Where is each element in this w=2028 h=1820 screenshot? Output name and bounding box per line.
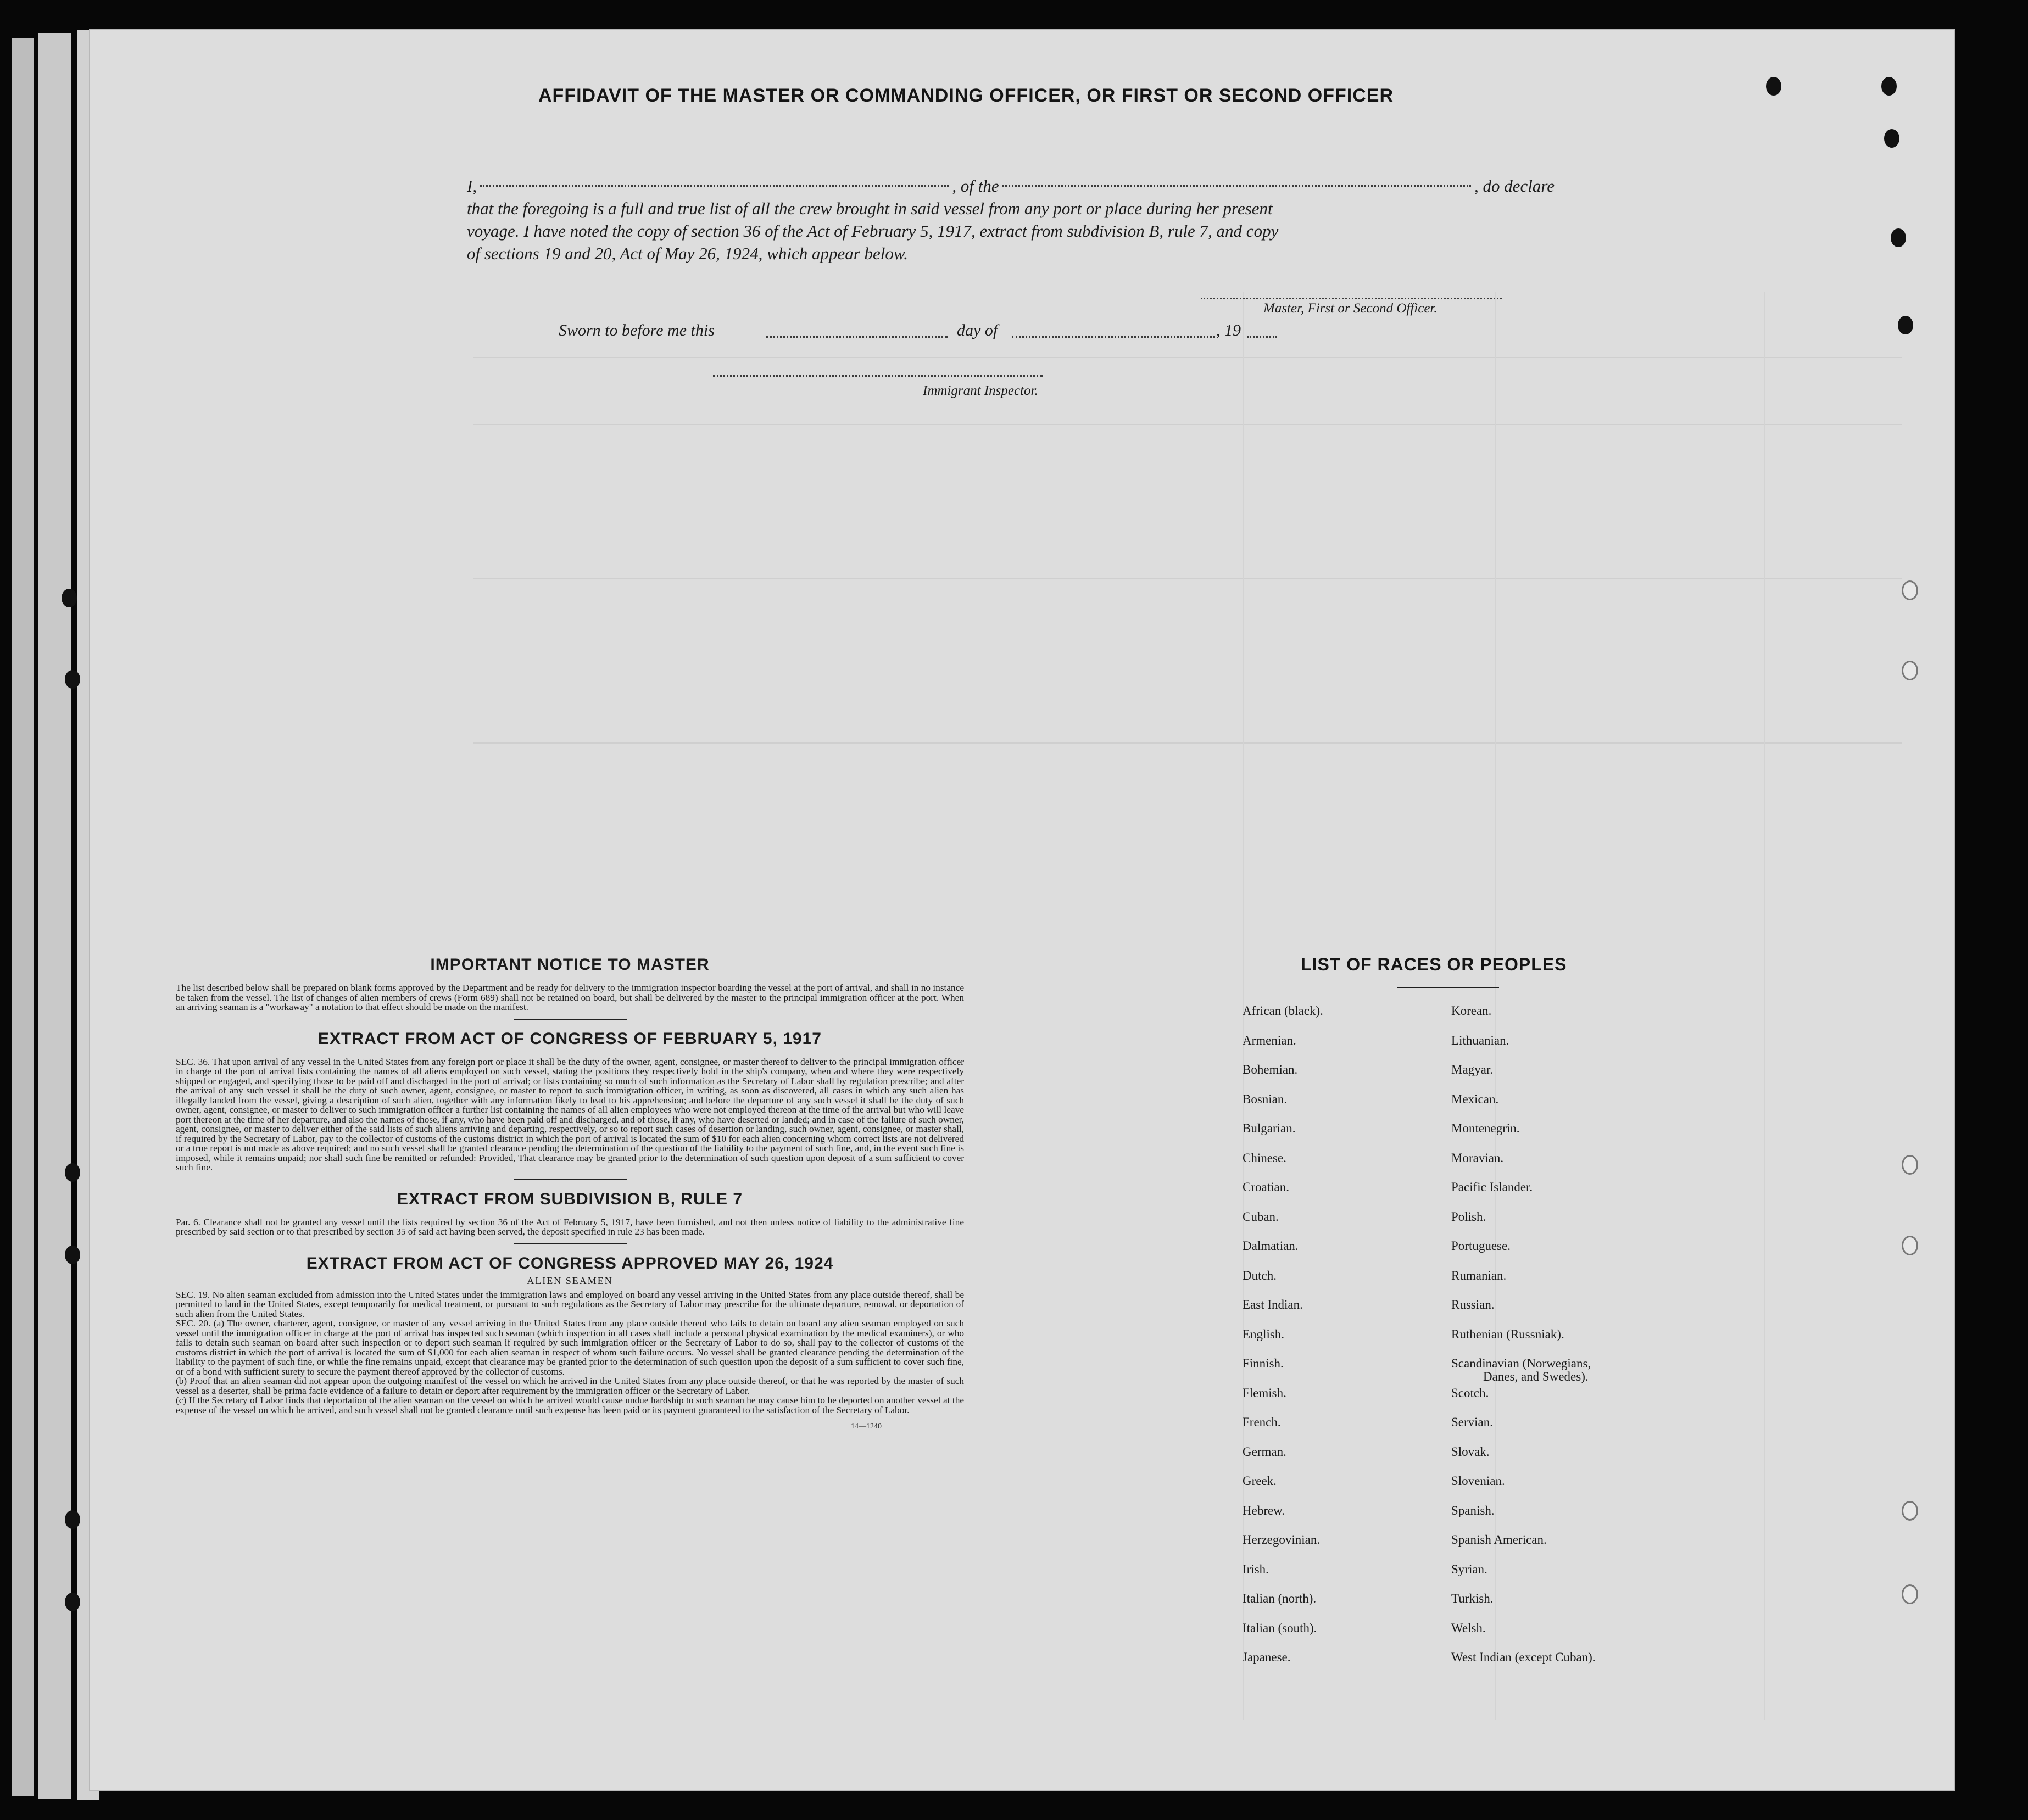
binder-hole	[1902, 1501, 1918, 1521]
binder-hole	[65, 1246, 80, 1264]
divider	[514, 1019, 627, 1020]
race-item: Finnish.	[1243, 1356, 1284, 1370]
master-signature-label: Master, First or Second Officer.	[1263, 301, 1438, 316]
race-item: Polish.	[1451, 1209, 1486, 1224]
binder-hole	[65, 670, 80, 689]
race-item: Herzegovinian.	[1243, 1533, 1321, 1547]
form-number: 14—1240	[851, 1422, 882, 1431]
affidavit-declaration-line	[467, 175, 1555, 197]
race-item: Chinese.	[1243, 1151, 1286, 1165]
extract-1924-title: EXTRACT FROM ACT OF CONGRESS APPROVED MAY 26, 1924	[306, 1254, 834, 1272]
binder-hole	[1898, 316, 1913, 334]
races-title: LIST OF RACES OR PEOPLES	[1301, 954, 1567, 974]
race-item: Russian.	[1451, 1298, 1495, 1311]
affidavit-of-the-label: , of the	[952, 176, 999, 196]
race-item: Slovenian.	[1451, 1474, 1505, 1488]
race-item: Magyar.	[1451, 1063, 1494, 1076]
affidavit-title: AFFIDAVIT OF THE MASTER OR COMMANDING OFFICER, OR FIRST OR SECOND OFFICER	[538, 85, 1394, 106]
race-item: Bulgarian.	[1243, 1121, 1296, 1135]
page-stack-edge	[12, 38, 34, 1796]
race-item: Danes, and Swedes).	[1483, 1370, 1589, 1383]
race-item: Lithuanian.	[1451, 1033, 1509, 1047]
binder-hole	[1902, 1155, 1918, 1175]
sworn-year-field[interactable]	[1247, 336, 1277, 338]
divider	[514, 1243, 627, 1244]
extract-rule7-text: Par. 6. Clearance shall not be granted any vessel until the lists required by section 36 of the Act of February 5, 1917, have been furnished, and not then unless notice of liability to the administrative fine prescribed by said section or to that prescribed by section 35 of said act having been served, the deposit specified in rule 23 has been made.	[176, 1216, 964, 1237]
binder-hole	[1902, 661, 1918, 680]
race-item: Portuguese.	[1451, 1239, 1511, 1253]
show-through-line	[473, 357, 1902, 358]
race-item: Rumanian.	[1451, 1268, 1507, 1282]
affidavit-body	[467, 175, 1555, 265]
divider	[1397, 987, 1499, 988]
manifest-sheet	[89, 29, 1955, 1791]
race-item: Scotch.	[1451, 1386, 1489, 1400]
page-stack-edge	[38, 33, 71, 1799]
divider	[514, 1179, 627, 1180]
race-item: Moravian.	[1451, 1151, 1504, 1165]
race-item: Croatian.	[1243, 1180, 1289, 1194]
alien-seamen-subtitle: ALIEN SEAMEN	[527, 1275, 613, 1286]
race-item: Flemish.	[1243, 1386, 1286, 1400]
notice-title: IMPORTANT NOTICE TO MASTER	[430, 956, 710, 974]
race-item: Japanese.	[1243, 1650, 1291, 1664]
race-item: Irish.	[1243, 1562, 1269, 1576]
race-item: Syrian.	[1451, 1562, 1487, 1576]
race-item: Italian (south).	[1243, 1621, 1317, 1635]
binder-hole	[65, 1163, 80, 1182]
extract-1917-title: EXTRACT FROM ACT OF CONGRESS OF FEBRUARY 5, 1917	[318, 1029, 822, 1048]
show-through-line	[1764, 292, 1765, 1720]
race-item: Mexican.	[1451, 1092, 1499, 1106]
vessel-name-field[interactable]	[1002, 185, 1471, 187]
affidavit-declare-label: , do declare	[1474, 176, 1555, 196]
affidavit-i-label: I,	[467, 176, 477, 196]
race-item: Dutch.	[1243, 1268, 1277, 1282]
affidavit-text-line: voyage. I have noted the copy of section 36 of the Act of February 5, 1917, extract from subdivision B, rule 7, and copy	[467, 221, 1279, 241]
race-item: Armenian.	[1243, 1033, 1296, 1047]
inspector-signature-label: Immigrant Inspector.	[923, 383, 1038, 398]
race-item: French.	[1243, 1415, 1281, 1429]
legal-notice-column	[176, 956, 964, 1431]
race-item: German.	[1243, 1444, 1286, 1459]
race-item: Cuban.	[1243, 1209, 1279, 1224]
sec20a-text: SEC. 20. (a) The owner, charterer, agent, consignee, or master of any vessel arriving in the United States from any place outside thereof who fails to detain on board any alien seaman employed on such vessel until the immigration officer in charge at the port of arrival has inspected such seaman (which inspection in all cases shall include a personal physical examination by the medical examiners), or who fails to detain such seaman on board after such inspection or to deport such seaman if required by such immigration officer or the Secretary of Labor to do so, shall pay to the collector of customs of the customs district in which the port of arrival is located the sum of $1,000 for each alien seaman in respect of whom such failure occurs. No vessel shall be granted clearance pending the determination of the liability to the payment of such fine, or while the fine remains unpaid, except that clearance may be granted prior to the determination of such question upon the deposit of a sum sufficient to cover such fine, or of a bond with sufficient surety to secure the payment thereof approved by the collector of customs.	[176, 1318, 964, 1377]
race-item: East Indian.	[1243, 1298, 1303, 1311]
sec20c-text: (c) If the Secretary of Labor finds that deportation of the alien seaman on the vessel on which he arrived would cause undue hardship to such seaman he may cause him to be deported on another vessel at the expense of the vessel on which he arrived, and such vessel shall not be granted clearance until such expense has been paid or its payment guaranteed to the satisfaction of the Secretary of Labor.	[176, 1395, 964, 1415]
show-through-line	[473, 578, 1902, 579]
race-item: Bosnian.	[1243, 1092, 1288, 1106]
sworn-day-of-label: day of	[957, 321, 998, 339]
binder-hole	[1902, 1236, 1918, 1255]
binder-hole	[1902, 580, 1918, 600]
sworn-label: Sworn to before me this	[559, 321, 715, 339]
sworn-year-label: , 19	[1216, 321, 1241, 339]
inspector-signature-field[interactable]	[713, 375, 1043, 377]
race-item: Turkish.	[1451, 1592, 1494, 1605]
race-item: Ruthenian (Russniak).	[1451, 1327, 1564, 1341]
affidavit-text-line: of sections 19 and 20, Act of May 26, 1924, which appear below.	[467, 244, 909, 263]
sworn-day-field[interactable]	[766, 336, 948, 338]
master-signature-field[interactable]	[1201, 298, 1502, 299]
race-item: Italian (north).	[1243, 1592, 1317, 1605]
race-item: Pacific Islander.	[1451, 1180, 1533, 1194]
race-item: Hebrew.	[1243, 1503, 1285, 1517]
race-item: Greek.	[1243, 1474, 1277, 1488]
race-item: African (black).	[1243, 1004, 1323, 1018]
race-item: West Indian (except Cuban).	[1451, 1650, 1596, 1664]
show-through-line	[1495, 292, 1496, 1720]
show-through-line	[473, 742, 1902, 744]
affidavit-text-line: that the foregoing is a full and true list of all the crew brought in said vessel from any port or place during her present	[467, 199, 1273, 218]
race-item: Slovak.	[1451, 1444, 1490, 1459]
binder-hole	[1891, 228, 1906, 247]
binder-hole	[1766, 77, 1781, 96]
race-item: Welsh.	[1451, 1621, 1486, 1635]
sworn-month-field[interactable]	[1012, 336, 1215, 338]
binder-hole	[62, 589, 77, 607]
race-item: Scandinavian (Norwegians,	[1451, 1356, 1591, 1370]
sec20b-text: (b) Proof that an alien seaman did not appear upon the outgoing manifest of the vessel on which he arrived in the United States from any place outside thereof, or that he was reported by the master of such vessel as a deserter, shall be prima facie evidence of a failure to detain or deport after requirement by the immigration officer or the Secretary of Labor.	[176, 1376, 964, 1396]
show-through-line	[473, 424, 1902, 425]
binder-hole	[1884, 129, 1899, 148]
binder-hole	[65, 1510, 80, 1529]
race-item: Bohemian.	[1243, 1063, 1298, 1076]
officer-name-field[interactable]	[480, 185, 949, 187]
binder-hole	[1902, 1584, 1918, 1604]
extract-1917-text: SEC. 36. That upon arrival of any vessel in the United States from any foreign port or place it shall be the duty of the owner, agent, consignee, or master thereof to deliver to the principal immigration officer in charge of the port of arrival lists containing the names of all aliens employed on such vessel, stating the positions they respectively hold in the ship's company, when and where they were respectively shipped or engaged, and specifying those to be paid off and discharged in the port of arrival; or lists containing so much of such information as the Secretary of Labor shall by regulation prescribe; and after the arrival of any such vessel it shall be the duty of such owner, agent, consignee, or master to report to such immigration officer, in writing, as soon as discovered, all cases in which any such alien has illegally landed from the vessel, giving a description of such alien, together with any information likely to lead to his apprehension; and before the departure of any such vessel it shall be the duty of such owner, agent, consignee, or master to deliver to such immigration officer a further list containing the names of all alien employees who were not employed thereon at the time of the arrival but who will leave port thereon at the time of her departure, and also the names of those, if any, who have been paid off and discharged, and of those, if any, who have deserted or landed; and in case of the failure of such owner, agent, consignee, or master to deliver either of the said lists of such aliens arriving and departing, respectively, or so to report such cases of desertion or landing, such owner, agent, consignee, or master shall, if required by the Secretary of Labor, pay to the collector of customs of the customs district in which the port of arrival is located the sum of $10 for each alien concerning whom correct lists are not delivered or a true report is not made as above required; and no such vessel shall be granted clearance pending the determination of the question of the liability to the payment of such fine, and, in the event such fine is imposed, while it remains unpaid; nor shall such fine be remitted or refunded: Provided, That clearance may be granted prior to the determination of such question upon deposit of a sum sufficient to cover such fine.	[176, 1056, 964, 1173]
notice-text: The list described below shall be prepared on blank forms approved by the Department and be ready for delivery to the immigration inspector boarding the vessel at the port of arrival, and shall in no instance be taken from the vessel. The list of changes of alien members of crews (Form 689) shall not be retained on board, but shall be delivered by the master to the principal immigration officer at the port. When an arriving seaman is a "workaway" a notation to that effect should be made on the manifest.	[176, 982, 964, 1012]
race-item: English.	[1243, 1327, 1285, 1341]
binder-hole	[1881, 77, 1897, 96]
race-item: Servian.	[1451, 1415, 1494, 1429]
sec19-text: SEC. 19. No alien seaman excluded from admission into the United States under the immigration laws and employed on board any vessel arriving in the United States from any place outside thereof, shall be permitted to land in the United States, except temporarily for medical treatment, or pursuant to such regulations as the Secretary of Labor may prescribe for the ultimate departure, removal, or deportation of such alien from the United States.	[176, 1289, 964, 1319]
race-item: Montenegrin.	[1451, 1121, 1520, 1135]
binder-hole	[65, 1593, 80, 1611]
race-item: Spanish American.	[1451, 1533, 1547, 1547]
race-item: Spanish.	[1451, 1503, 1495, 1517]
extract-rule7-title: EXTRACT FROM SUBDIVISION B, RULE 7	[397, 1190, 743, 1208]
race-item: Korean.	[1451, 1004, 1492, 1018]
race-item: Dalmatian.	[1243, 1239, 1299, 1253]
